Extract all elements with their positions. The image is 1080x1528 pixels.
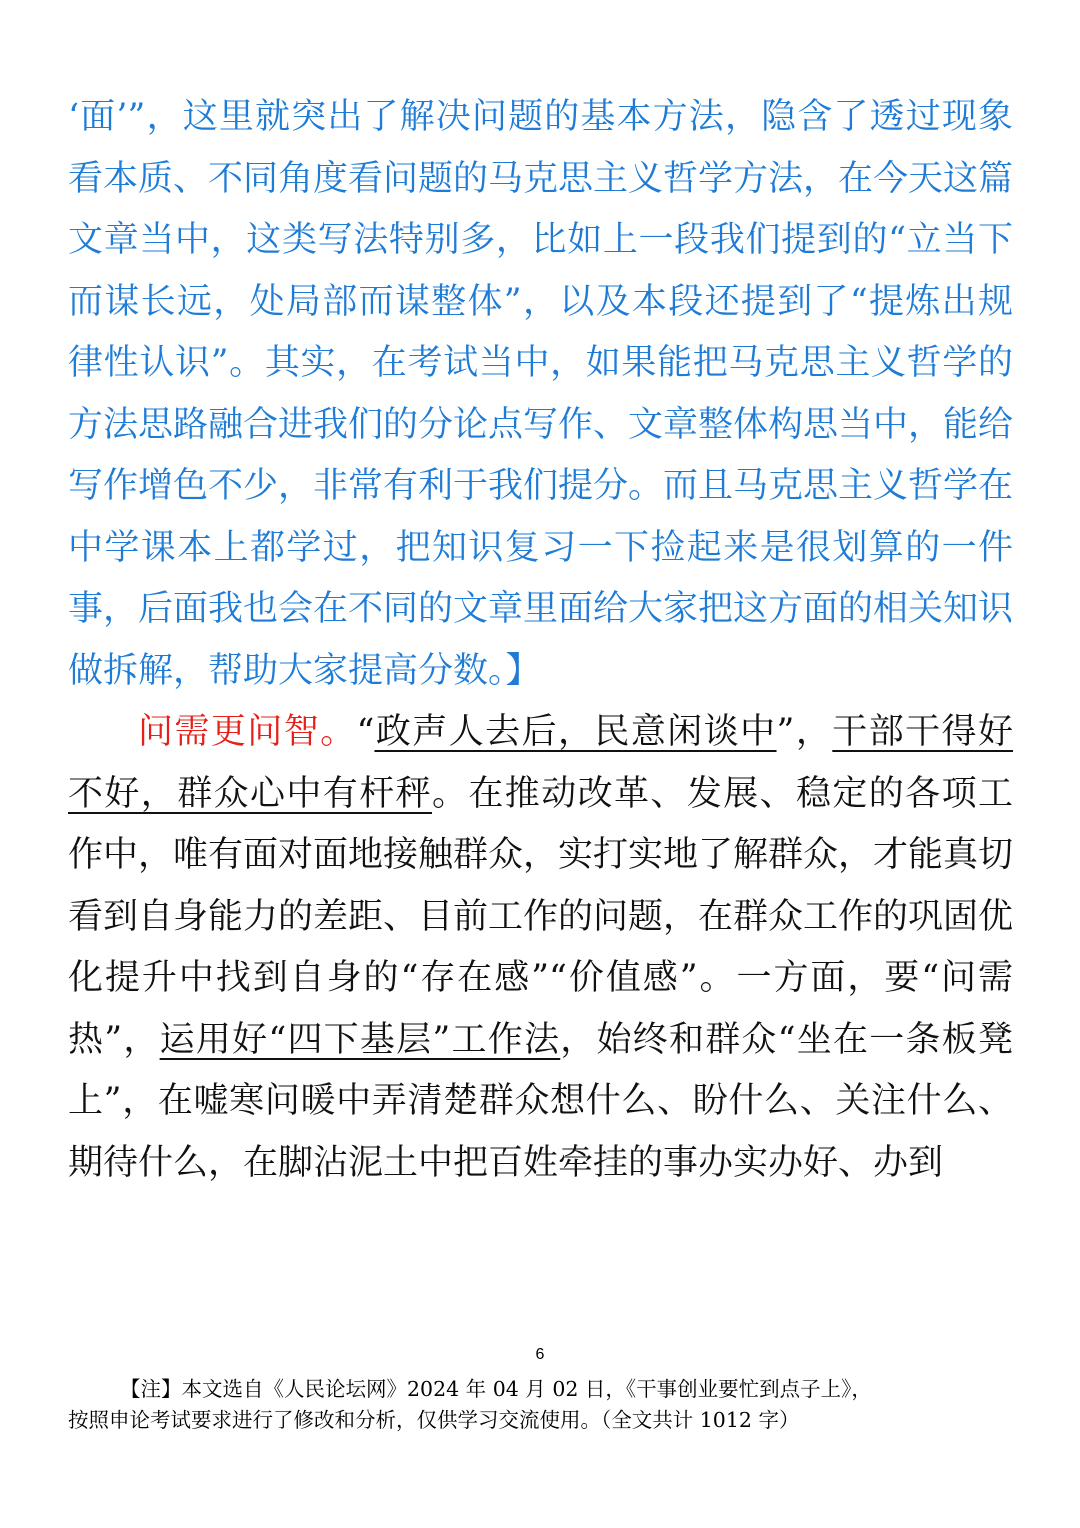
underlined-phrase-1: 干部干得好不好，群众心中有杆秤 (68, 712, 1013, 814)
underlined-phrase-2: 运用好“四下基层”工作法 (159, 1019, 561, 1060)
paragraph-text-1: 。在推动改革、发展、稳定的各项工作中，唯有面对面地接触群众，实打实地了解群众，才能真切看到自身能力的差距、目前工作的问题，在群众工作的巩固优化提升中找到自身的“存在感”“价值感”。一方面，要“问需热”， (68, 773, 1014, 1060)
analysis-paragraph: ‘面’”，这里就突出了解决问题的基本方法，隐含了透过现象看本质、不同角度看问题的马克思主义哲学方法，在今天这篇文章当中，这类写法特别多，比如上一段我们提到的“立当下而谋长远，处局部而谋整体”，以及本段还提到了“提炼出规律性认识”。其实，在考试当中，如果能把马克思主义哲学的方法思路融合进我们的分论点写作、文章整体构思当中，能给写作增色不少，非常有利于我们提分。而且马克思主义哲学在中学课本上都学过，把知识复习一下捡起来是很划算的一件事，后面我也会在不同的文章里面给大家把这方面的相关知识做拆解，帮助大家提高分数。】 (68, 97, 1014, 691)
quote-open: “ (356, 712, 375, 752)
footnote-line-2: 按照申论考试要求进行了修改和分析，仅供学习交流使用。（全文共计 1012 字） (68, 1408, 800, 1432)
underlined-quote: 政声人去后，民意闲谈中 (374, 712, 777, 752)
section-heading: 问需更问智。 (138, 712, 357, 752)
page-number: 6 (535, 1346, 545, 1363)
footnote-line-1: 【注】本文选自《人民论坛网》2024 年 04 月 02 日，《干事创业要忙到点子上》， (120, 1377, 872, 1401)
quote-close: ”， (776, 712, 833, 752)
footnote (68, 1374, 1028, 1436)
paragraph-text-2: ，始终和群众“坐在一条板凳上”，在嘘寒问暖中弄清楚群众想什么、盼什么、关注什么、期待什么，在脚沾泥土中把百姓牵挂的事办实办好、办到 (68, 1019, 1013, 1183)
article-body (68, 87, 1013, 1194)
main-paragraph (68, 702, 1013, 1194)
